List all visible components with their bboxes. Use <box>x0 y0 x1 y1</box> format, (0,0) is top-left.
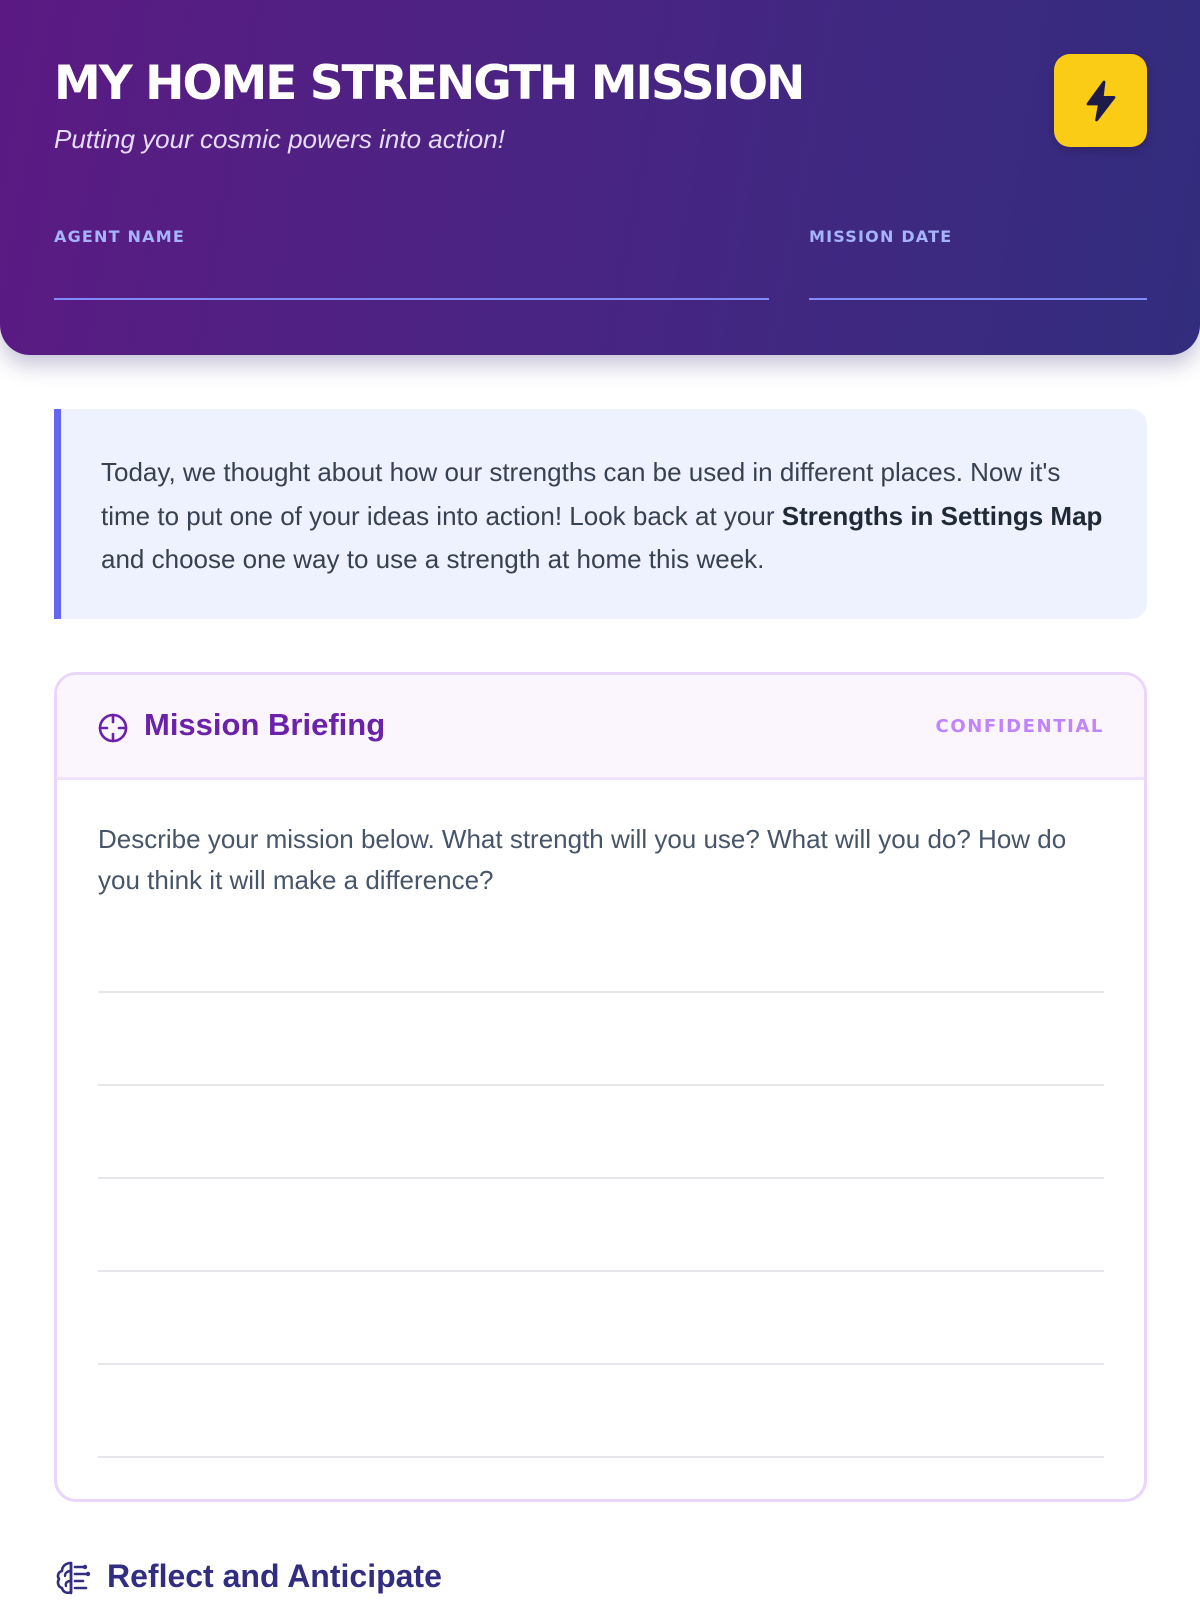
mission-briefing-title: Mission Briefing <box>144 707 386 742</box>
writing-line[interactable] <box>98 1084 1104 1086</box>
mission-briefing-header <box>57 675 1144 780</box>
lightning-badge <box>1054 54 1147 147</box>
agent-name-field[interactable] <box>54 298 769 300</box>
mission-header <box>0 0 1200 355</box>
crosshair-icon <box>97 712 129 744</box>
mission-date-label: MISSION DATE <box>809 227 953 246</box>
strengths-map-reference: Strengths in Settings Map <box>781 500 1103 531</box>
lightning-bolt-icon <box>1077 77 1125 125</box>
brain-icon <box>54 1559 92 1597</box>
intro-text-part2: and choose one way to use a strength at home this week. <box>101 544 765 574</box>
writing-line[interactable] <box>98 1177 1104 1179</box>
agent-name-label: AGENT NAME <box>54 227 185 246</box>
reflect-section-title: Reflect and Anticipate <box>107 1558 442 1594</box>
mission-date-field[interactable] <box>809 298 1147 300</box>
confidential-badge: CONFIDENTIAL <box>935 716 1104 737</box>
writing-line[interactable] <box>98 1363 1104 1365</box>
page-subtitle: Putting your cosmic powers into action! <box>54 124 505 154</box>
intro-text-part1: Today, we thought about how our strengths can be used in different places. Now it's time to put one of your ideas into action! Look back at your <box>101 457 1061 531</box>
writing-line[interactable] <box>98 1456 1104 1458</box>
writing-line[interactable] <box>98 991 1104 993</box>
writing-line[interactable] <box>98 1270 1104 1272</box>
intro-callout <box>54 409 1147 619</box>
mission-briefing-card <box>54 672 1147 1502</box>
page-title: MY HOME STRENGTH MISSION <box>54 56 804 111</box>
mission-prompt: Describe your mission below. What strength will you use? What will you do? How do you think it will make a difference? <box>98 824 1067 895</box>
